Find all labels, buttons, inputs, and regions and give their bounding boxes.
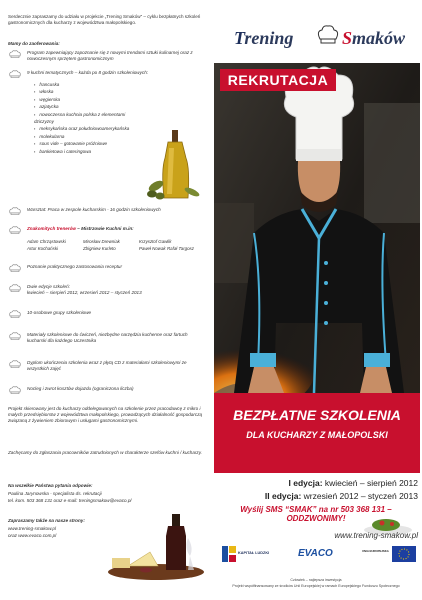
chef-hat-icon xyxy=(8,207,22,215)
chef-name: Adam Chrząstowski xyxy=(27,239,66,244)
list-item: ▪ węgierska xyxy=(34,96,144,103)
logo-word-trening: Trening xyxy=(234,28,294,48)
chef-name: Rafał Targosz xyxy=(167,245,194,251)
partner-logos xyxy=(222,546,418,566)
offer-item-label: Poznanie praktycznego zastosowania receptur xyxy=(27,264,122,269)
eu-flag-icon xyxy=(392,546,416,562)
editions-dates: kwiecień – sierpień 2012, wrzesień 2012 – styczeń 2013 xyxy=(27,290,142,295)
trainers-highlight: Znakomitych trenerów xyxy=(27,226,77,231)
chef-name: Paweł Nowak xyxy=(139,245,166,251)
web-link-2[interactable]: oraz www.evaco.com.pl xyxy=(8,533,57,538)
offer-item-label xyxy=(27,226,207,232)
chef-hat-icon xyxy=(8,226,22,234)
chef-hat-icon xyxy=(8,284,22,292)
right-column xyxy=(212,0,422,600)
offer-item-label: Warsztat: Praca w zespole kucharskim - 16 godzin szkoleniowych xyxy=(27,207,161,212)
trainers-rest: – Mistrzowie Kuchni m.in: xyxy=(76,226,134,231)
sms-callout: Wyślij SMS “SMAK” na nr 503 368 131 – ODDZWONIMY! xyxy=(240,505,392,523)
offer-item-label: Program zapewniający zapoznanie się z nowymi trendami sztuki kulinarnej oraz z nowoczesnym sprzętem gastronomicznym xyxy=(27,50,193,61)
chef-hat-icon xyxy=(8,360,22,368)
edition-1: I edycja: kwiecień – sierpień 2012 xyxy=(288,478,418,488)
chef-name: Krzysztof Gawlik xyxy=(139,239,172,244)
list-item: ▪ francuska xyxy=(34,81,144,88)
chef-name: Zbigniew Kurleto xyxy=(83,245,116,251)
list-item: ▪ nowoczesna kuchnia polska z elementami dziczyzny xyxy=(34,111,144,126)
offer-item-label: 10-osobowe grupy szkoleniowe xyxy=(27,310,92,315)
offer-heading: Mamy do zaoferowania: xyxy=(8,41,60,46)
chef-hat-icon xyxy=(8,386,22,394)
contact-person: Paulina Jarynowska - specjalista ds. rekrutacji xyxy=(8,491,102,496)
contact-details: tel. kom. 503 368 131 oraz e-mail: treningsmakow@evaco.pl xyxy=(8,498,132,503)
kapital-ludzki-label: KAPITAŁ LUDZKI xyxy=(238,551,270,555)
footer-slogan: Człowiek – najlepsza inwestycja xyxy=(290,578,342,582)
web-heading: Zapraszamy także na nasze strony: xyxy=(8,518,85,523)
chef-hat-icon xyxy=(8,310,22,318)
chef-hat-icon xyxy=(8,70,22,78)
recruitment-label: REKRUTACJA xyxy=(220,69,336,91)
chef-hat-icon xyxy=(8,50,22,58)
offer-item-label: Nocleg i zwrot kosztów dojazdu (ograniczona liczba) xyxy=(27,386,134,391)
list-item: ▪ bankietowa i cateringowa xyxy=(34,148,144,155)
chef-name: Artur Kochański xyxy=(27,245,58,251)
chef-names xyxy=(27,239,197,252)
olive-oil-image xyxy=(142,128,204,206)
cuisine-list xyxy=(34,81,144,155)
project-paragraph: Projekt skierowany jest do kucharzy oddelegowanych na szkolenie przez pracodawcę z mikro i małych przedsiębiorstw z województwa małopolskiego, prowadzących działalność gospodarczą związaną z żywieniem zbiorowym i usługami gastronomicznymi. xyxy=(8,406,203,423)
offer-item-label: Dyplom ukończenia szkolenia wraz z płytą CD z materiałami szkoleniowymi ze wszystkich zajęć xyxy=(27,360,187,371)
intro-text: Serdecznie zapraszamy do udziału w projekcie „Trening Smaków” – cyklu bezpłatnych szkoleń gastronomicznych dla kucharzy z województwa małopolskiego. xyxy=(8,14,201,25)
free-training-banner xyxy=(214,393,420,473)
website-link[interactable]: www.trening-smakow.pl xyxy=(334,531,418,540)
chef-hat-icon xyxy=(316,24,340,46)
trening-smakow-logo xyxy=(234,24,414,54)
kapital-ludzki-icon xyxy=(222,546,236,562)
footer-cofinancing: Projekt współfinansowany ze środków Unii Europejskiej w ramach Europejskiego Funduszu Społecznego xyxy=(232,584,400,588)
offer-item-label: 9 kuchni tematycznych – każda po 8 godzin szkoleniowych: xyxy=(27,70,149,75)
list-item: ▪ meksykańska oraz południowoamerykańska xyxy=(34,125,144,132)
list-item: ▪ azjatycka xyxy=(34,103,144,110)
evaco-logo: EVACO xyxy=(298,548,333,559)
web-link-1[interactable]: www.trening-smakow.pl xyxy=(8,526,56,531)
encourage-paragraph: Zachęcamy do zgłaszania pracowników zatrudnionych w charakterze szefów kuchni / kucharzy. xyxy=(8,450,202,455)
edition-2: II edycja: wrzesień 2012 – styczeń 2013 xyxy=(264,491,418,501)
chef-name: Mirosław Drewniak xyxy=(83,239,120,244)
list-item: ▪ włoska xyxy=(34,88,144,95)
chef-hat-icon xyxy=(8,332,22,340)
offer-item-label: Materiały szkoleniowe do ćwiczeń, niezbędne narzędzia kuchenne oraz fartuch kucharski dla każdego Uczestnika xyxy=(27,332,188,343)
editions-title: Dwie edycje szkoleń: xyxy=(27,284,70,289)
contact-heading: Na wszelkie Państwa pytania odpowie: xyxy=(8,483,93,488)
list-item: ▪ sous vide – gotowanie próżniowe xyxy=(34,140,144,147)
offer-item-label xyxy=(27,284,207,296)
wine-cheese-image xyxy=(98,508,206,584)
list-item: ▪ molekularna xyxy=(34,133,144,140)
banner-title: BEZPŁATNE SZKOLENIA xyxy=(233,407,401,423)
logo-word-smakow: Smaków xyxy=(342,28,406,48)
ue-label: UNIA EUROPEJSKA xyxy=(362,549,389,553)
chef-hat-icon xyxy=(8,264,22,272)
banner-subtitle: DLA KUCHARZY Z MAŁOPOLSKI xyxy=(246,430,388,440)
